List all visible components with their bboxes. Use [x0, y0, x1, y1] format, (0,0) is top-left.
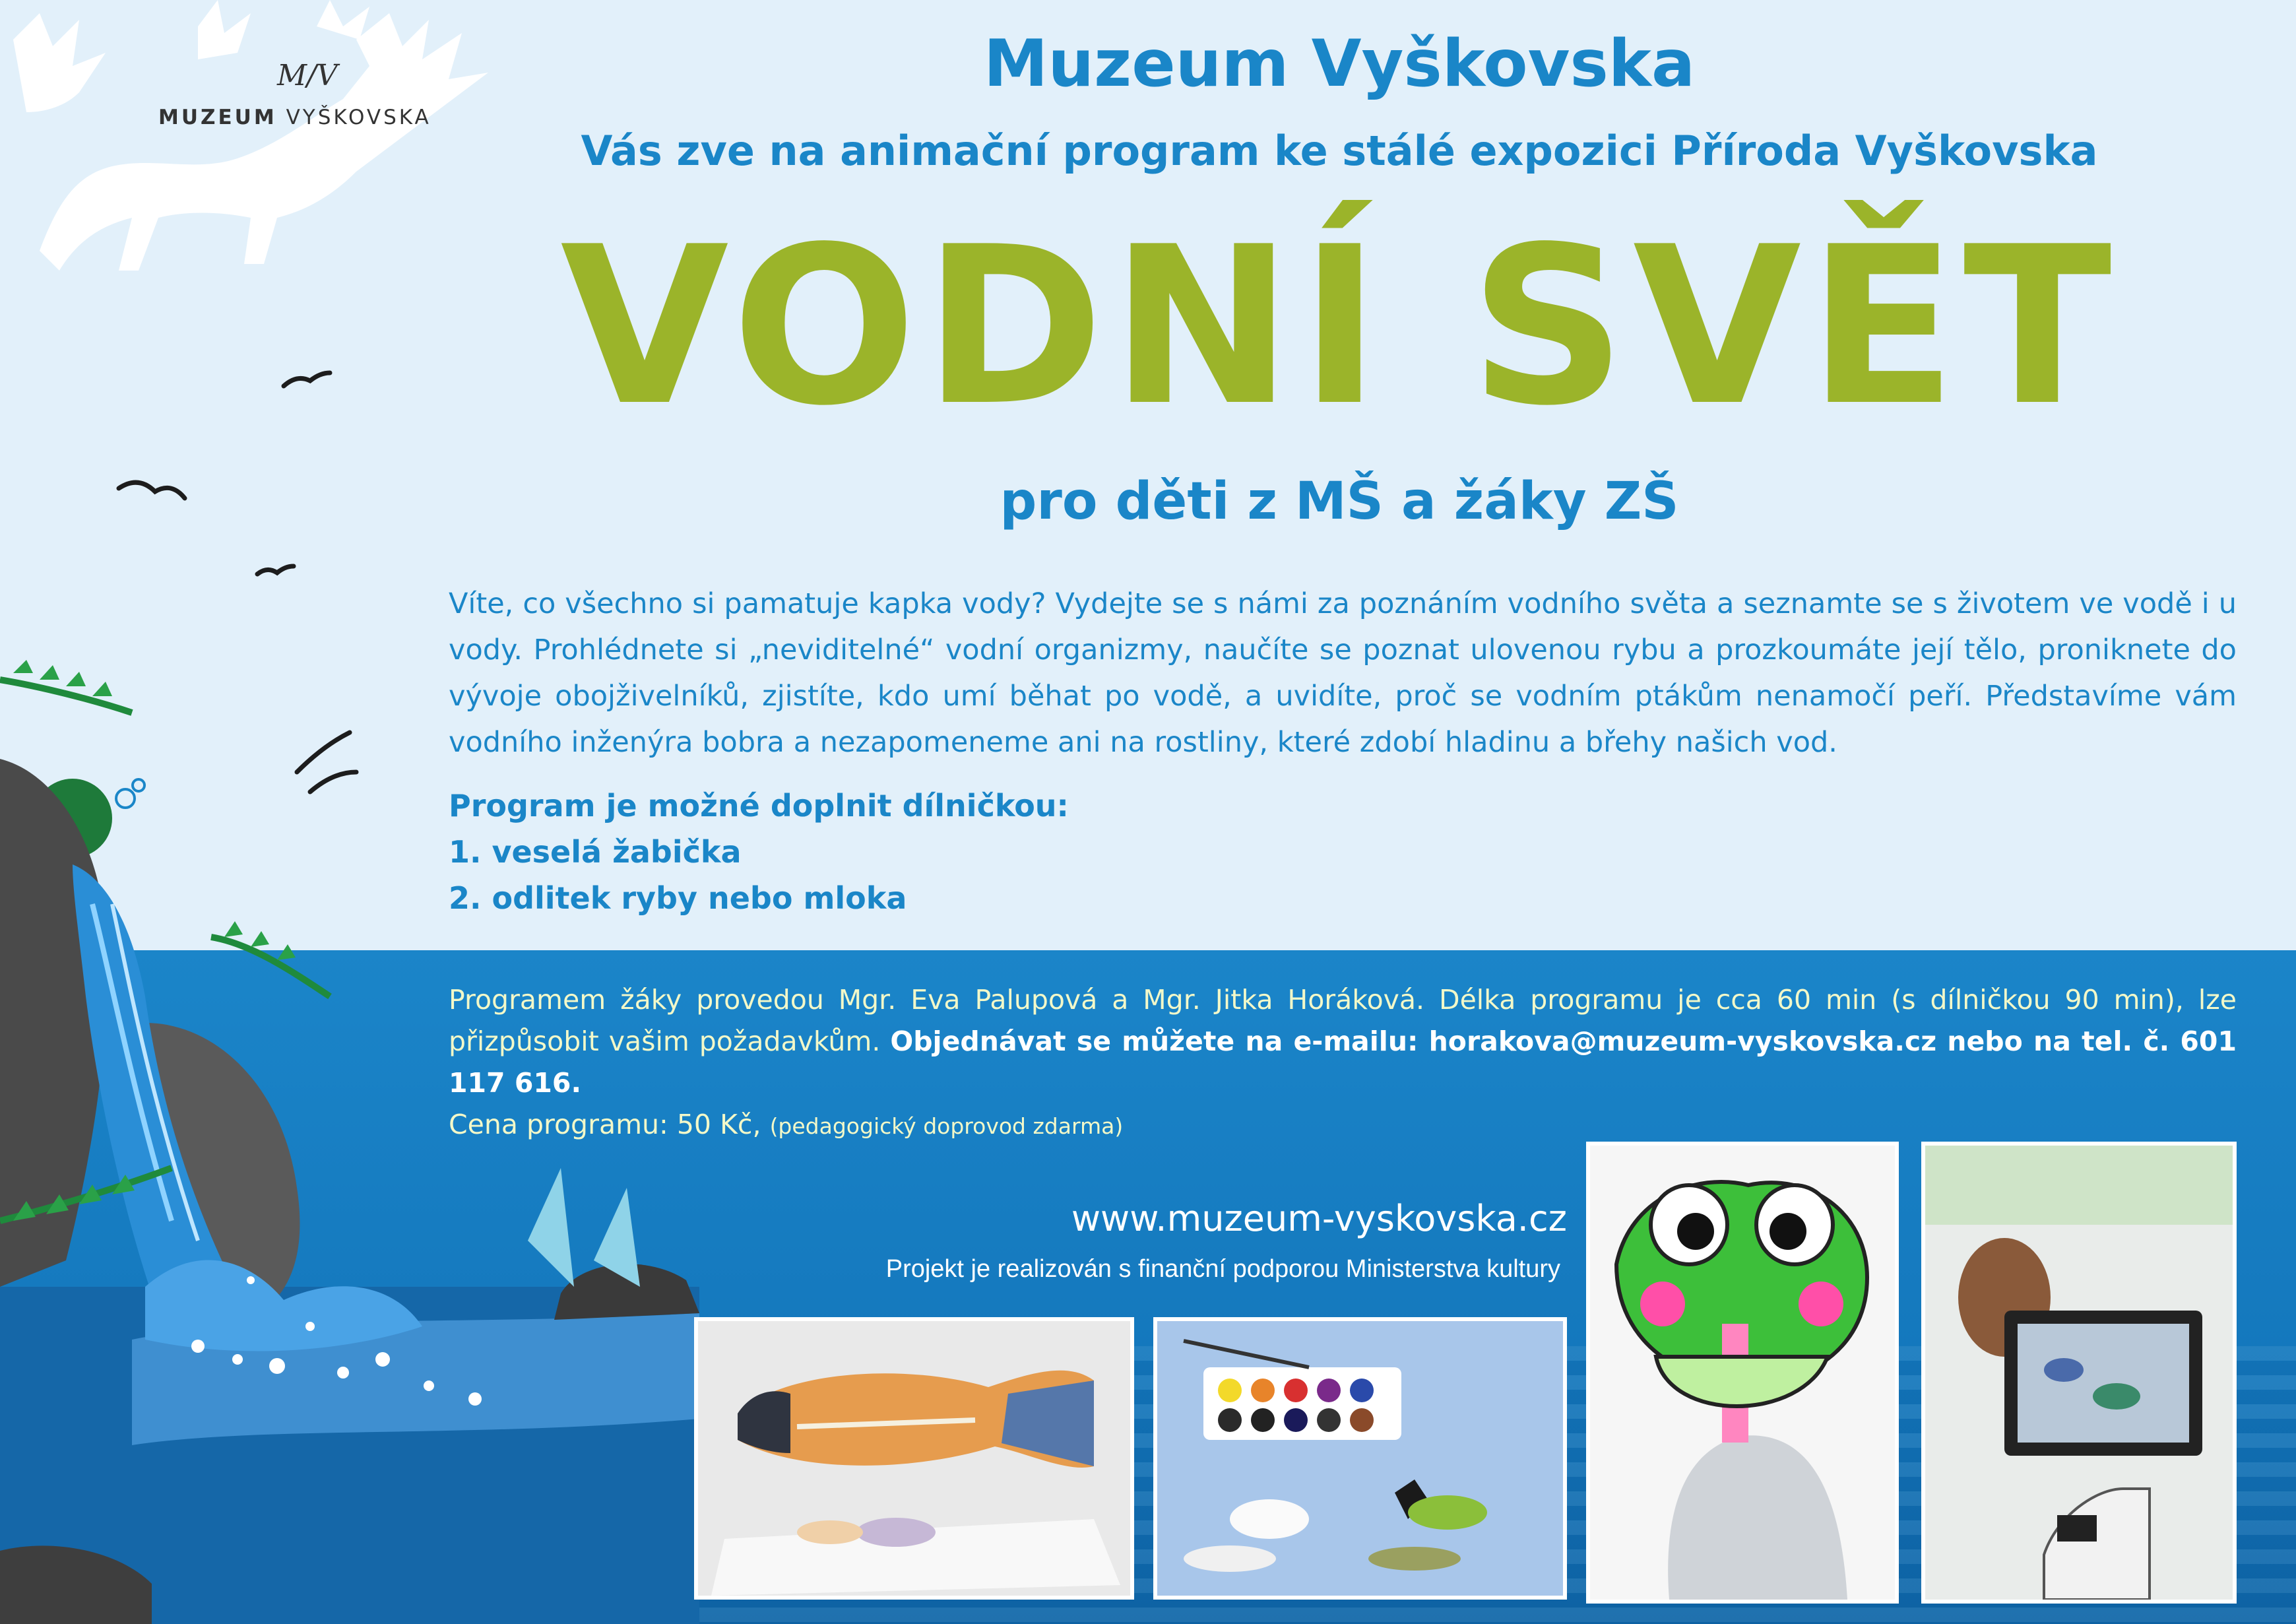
program-guides-text: Programem žáky provedou Mgr. Eva Palupová a Mgr. Jitka Horáková. Délka programu je cca 60 min (s dílničkou 90 min), lze přizpůsobit vašim požadavkům.	[449, 984, 2237, 1057]
logo-text	[158, 106, 431, 129]
crafts-and-paints-photo	[1153, 1317, 1567, 1600]
fish-model-photo	[694, 1317, 1134, 1600]
invitation-subtitle: Vás zve na animační program ke stálé expozici Příroda Vyškovska	[581, 127, 2098, 175]
website-link[interactable]: www.muzeum-vyskovska.cz	[1071, 1198, 1567, 1239]
audience-line: pro děti z MŠ a žáky ZŠ	[1000, 472, 1679, 531]
child-frog-mask-photo	[1586, 1142, 1899, 1604]
booking-contact: Objednávat se můžete na e-mailu: horakova@muzeum-vyskovska.cz nebo na tel. č. 601 117 616.	[449, 1025, 2237, 1099]
workshop-heading: Program je možné doplnit dílničkou:	[449, 788, 1069, 824]
workshop-item: 1. veselá žabička	[449, 834, 742, 870]
logo-text-light: VYŠKOVSKA	[286, 106, 431, 129]
microscope-tablet-photo	[1921, 1142, 2237, 1604]
logo-mark: M/V	[277, 59, 338, 92]
intro-paragraph: Víte, co všechno si pamatuje kapka vody? Vydejte se s námi za poznáním vodního světa a seznamte se s životem ve vodě i u vody. Prohlédnete si „neviditelné“ vodní organizmy, naučíte se poznat ulovenou rybu a prozkoumáte její tělo, proniknete do vývoje obojživelníků, zjistíte, kdo umí běhat po vodě, a uvidíte, proč se vodním ptákům nenamočí peří. Představíme vám vodního inženýra bobra a nezapomeneme ani na rostliny, které zdobí hladinu a břehy našich vod.	[449, 587, 2237, 759]
workshop-item: 2. odlitek ryby nebo mloka	[449, 880, 907, 916]
main-title: VODNÍ SVĚT	[560, 200, 2119, 453]
price-note: (pedagogický doprovod zdarma)	[769, 1113, 1124, 1139]
program-info	[449, 979, 2237, 1147]
workshop-section	[449, 783, 2230, 921]
program-price: Cena programu: 50 Kč,	[449, 1109, 761, 1140]
funding-note: Projekt je realizován s finanční podporou Ministerstva kultury	[885, 1255, 1560, 1283]
museum-title: Muzeum Vyškovska	[983, 26, 1696, 102]
logo-text-bold: MUZEUM	[158, 106, 277, 129]
